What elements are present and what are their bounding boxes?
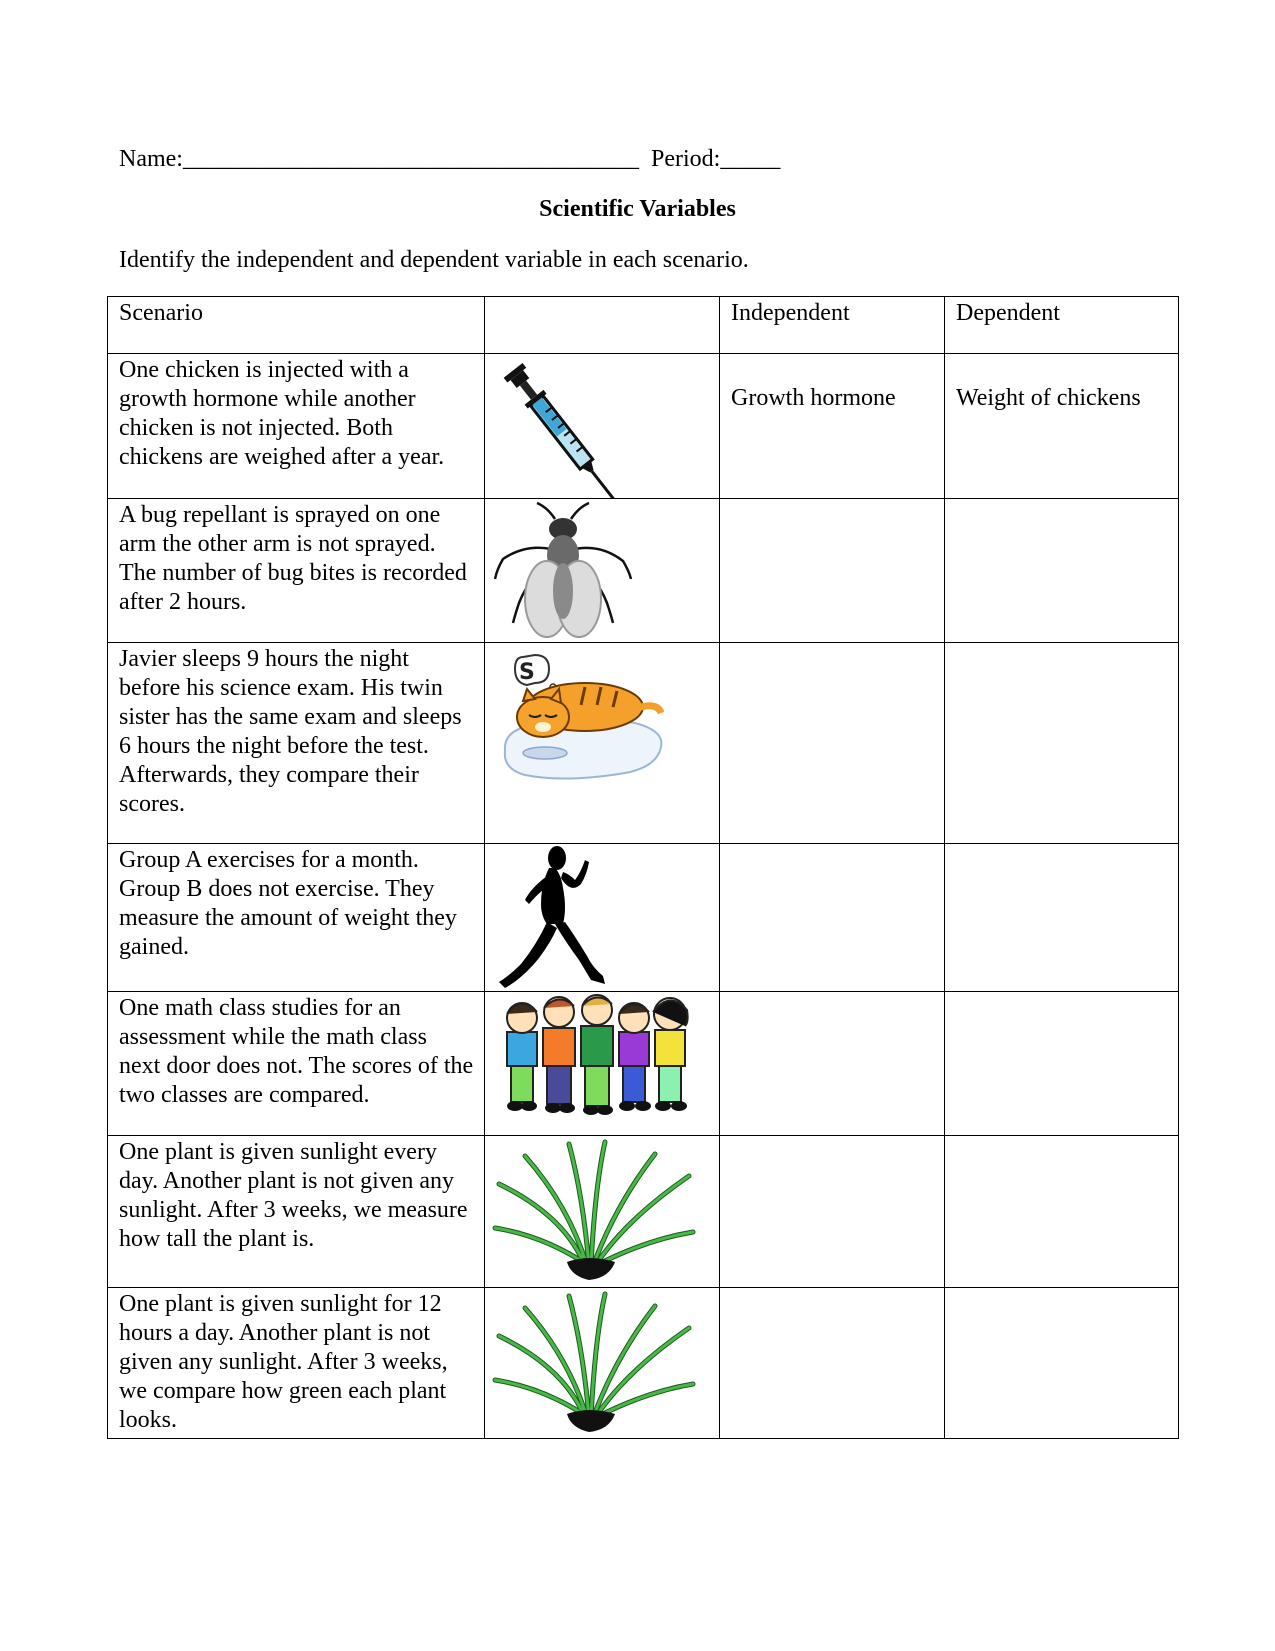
dependent-cell[interactable] xyxy=(945,992,1179,1136)
table-row xyxy=(108,992,1179,1136)
scenario-cell: One math class studies for an assessment while the math class next door does not. The scores of the two classes are compared. xyxy=(108,992,485,1136)
independent-cell[interactable] xyxy=(720,844,945,992)
dependent-cell[interactable] xyxy=(945,643,1179,844)
scenario-cell: Group A exercises for a month. Group B does not exercise. They measure the amount of weight they gained. xyxy=(108,844,485,992)
page-title: Scientific Variables xyxy=(539,196,736,222)
picture-cell xyxy=(485,643,720,844)
instructions: Identify the independent and dependent variable in each scenario. xyxy=(119,247,749,273)
syringe-icon xyxy=(485,354,720,499)
table-row xyxy=(108,499,1179,643)
dependent-cell[interactable] xyxy=(945,844,1179,992)
table-row xyxy=(108,844,1179,992)
header-picture xyxy=(485,297,720,354)
dependent-cell[interactable]: Weight of chickens xyxy=(945,354,1179,499)
sleeping-cat-icon xyxy=(485,643,720,844)
scenario-cell: One plant is given sunlight every day. Another plant is not given any sunlight. After 3 weeks, we measure how tall the plant is. xyxy=(108,1136,485,1288)
dependent-cell[interactable] xyxy=(945,499,1179,643)
picture-cell xyxy=(485,844,720,992)
scenario-cell: One chicken is injected with a growth hormone while another chicken is not injected. Both chickens are weighed after a year. xyxy=(108,354,485,499)
independent-cell[interactable] xyxy=(720,643,945,844)
table-row xyxy=(108,354,1179,499)
picture-cell xyxy=(485,499,720,643)
period-blank[interactable]: _____ xyxy=(720,146,781,172)
independent-cell[interactable] xyxy=(720,1136,945,1288)
name-period-line xyxy=(119,146,780,173)
table-header-row xyxy=(108,297,1179,354)
grass-plant-icon xyxy=(485,1288,720,1439)
picture-cell xyxy=(485,1136,720,1288)
independent-cell[interactable] xyxy=(720,1288,945,1439)
header-independent: Independent xyxy=(720,297,945,354)
fly-icon xyxy=(485,499,720,643)
grass-plant-icon xyxy=(485,1136,720,1288)
independent-cell[interactable] xyxy=(720,499,945,643)
variables-table xyxy=(107,296,1179,1439)
picture-cell xyxy=(485,354,720,499)
walking-person-icon xyxy=(485,844,720,992)
scenario-cell: Javier sleeps 9 hours the night before his science exam. His twin sister has the same exam and sleeps 6 hours the night before the test. Afterwards, they compare their scores. xyxy=(108,643,485,844)
svg-text:S: S xyxy=(519,660,535,685)
header-dependent: Dependent xyxy=(945,297,1179,354)
dependent-cell[interactable] xyxy=(945,1288,1179,1439)
name-blank[interactable]: ______________________________________ xyxy=(182,146,639,172)
period-label: Period: xyxy=(650,146,721,172)
table-row xyxy=(108,643,1179,844)
picture-cell xyxy=(485,1288,720,1439)
header-scenario: Scenario xyxy=(108,297,485,354)
group-of-kids-icon xyxy=(485,992,720,1136)
name-label: Name: xyxy=(119,146,183,172)
dependent-cell[interactable] xyxy=(945,1136,1179,1288)
scenario-cell: One plant is given sunlight for 12 hours a day. Another plant is not given any sunlight. After 3 weeks, we compare how green each plant looks. xyxy=(108,1288,485,1439)
scenario-cell: A bug repellant is sprayed on one arm the other arm is not sprayed. The number of bug bites is recorded after 2 hours. xyxy=(108,499,485,643)
independent-cell[interactable] xyxy=(720,992,945,1136)
independent-cell[interactable]: Growth hormone xyxy=(720,354,945,499)
table-row xyxy=(108,1288,1179,1439)
picture-cell xyxy=(485,992,720,1136)
table-row xyxy=(108,1136,1179,1288)
